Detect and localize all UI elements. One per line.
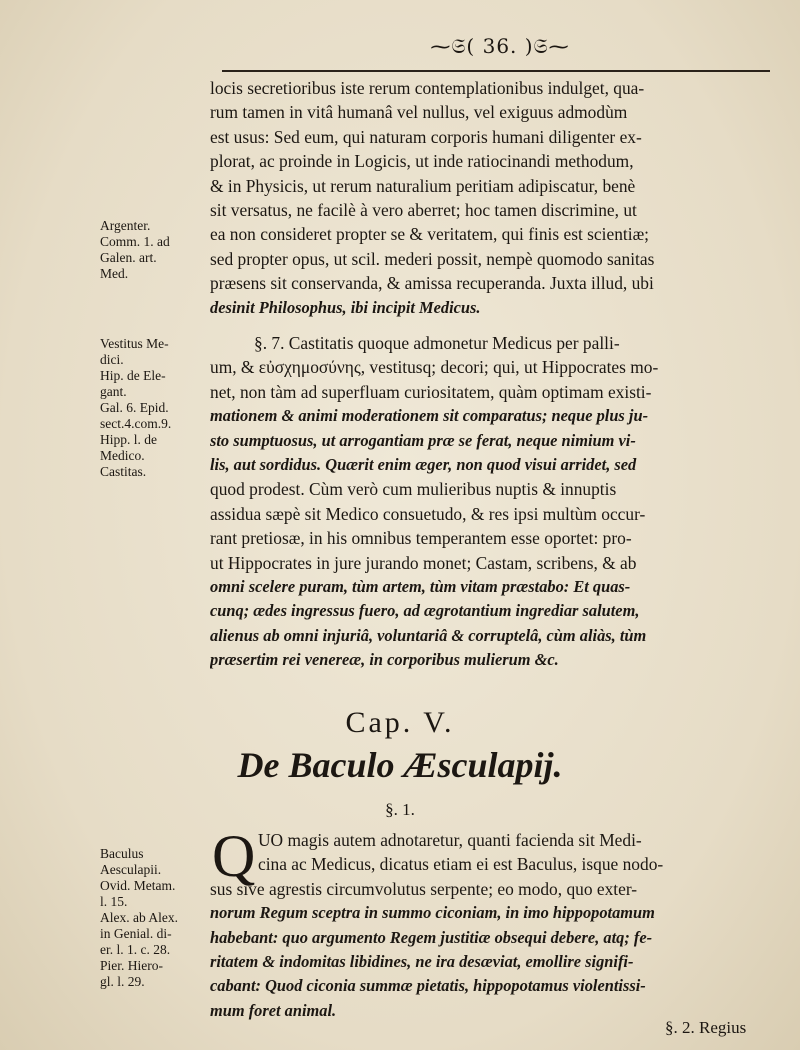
text-line: net, non tàm ad superfluam curiositatem, quàm optimam existi- [210, 381, 652, 402]
text-line: & in Physicis, ut rerum naturalium peritiam adipiscatur, benè [210, 175, 636, 196]
header-rule [222, 70, 770, 72]
text-line: præsertim rei venereæ, in corporibus mulierum &c. [210, 650, 559, 670]
text-block-2 [210, 331, 775, 672]
margin-line: gl. l. 29. [100, 974, 145, 989]
margin-note-3 [100, 846, 208, 990]
margin-note-2 [100, 336, 208, 480]
text-line: alienus ab omni injuriâ, voluntariâ & corruptelâ, cùm aliàs, tùm [210, 625, 647, 645]
text-line: um, & εὐσχημοσύνης, vestitusq; decori; qui, ut Hippocrates mo- [210, 357, 659, 378]
margin-line: Ovid. Metam. [100, 878, 176, 893]
chapter-number: Cap. V. [345, 706, 455, 739]
page-header: ⁓𝔖( 36. )𝔖⁓ [430, 34, 570, 58]
text-line: habebant: quo argumento Regem justitiæ obsequi debere, atq; fe- [210, 927, 653, 947]
text-line: mationem & animi moderationem sit comparatus; neque plus ju- [210, 406, 649, 426]
section-number: §. 1. [385, 800, 415, 819]
catchword: §. 2. Regius [665, 1018, 747, 1037]
margin-line: Pier. Hiero- [100, 958, 163, 973]
text-line: ut Hippocrates in jure jurando monet; Castam, scribens, & ab [210, 552, 637, 573]
margin-line: Hipp. l. de [100, 432, 157, 447]
text-line: ea non consideret propter se & veritatem, qui finis est scientiæ; [210, 224, 649, 245]
text-line: cabant: Quod ciconia summæ pietatis, hippopotamus violentissi- [210, 976, 646, 996]
text-line: cina ac Medicus, dicatus etiam ei est Baculus, isque nodo- [258, 854, 664, 875]
margin-line: Comm. 1. ad [100, 234, 170, 249]
margin-line: Baculus [100, 846, 144, 861]
text-line: sed propter opus, ut scil. mederi possit, nempè quomodo sanitas [210, 248, 655, 269]
text-line: sto sumptuosus, ut arrogantiam præ se ferat, neque nimium vi- [210, 430, 636, 450]
text-line: cunq; ædes ingressus fuero, ad ægrotantium ingrediar salutem, [210, 601, 640, 621]
margin-line: Hip. de Ele- [100, 368, 166, 383]
text-line: mum foret animal. [210, 1000, 337, 1020]
text-line: sus sive agrestis circumvolutus serpente; eo modo, quo exter- [210, 878, 638, 899]
text-line: §. 7. Castitatis quoque admonetur Medicus per palli- [254, 333, 620, 353]
text-line: assidua sæpè sit Medico consuetudo, & res ipsi multùm occur- [210, 503, 646, 524]
text-line: quod prodest. Cùm verò cum mulieribus nuptis & innuptis [210, 479, 617, 500]
text-line: locis secretioribus iste rerum contemplationibus indulget, qua- [210, 78, 645, 98]
margin-line: Argenter. [100, 218, 151, 233]
margin-line: Aesculapii. [100, 862, 162, 877]
text-block-3b [210, 877, 775, 1023]
text-line: omni scelere puram, tùm artem, tùm vitam præstabo: Et quas- [210, 576, 631, 596]
text-line: rum tamen in vitâ humanâ vel nullus, vel exiguus admodùm [210, 102, 628, 123]
drop-capital: Q [212, 823, 256, 889]
text-line: plorat, ac proinde in Logicis, ut inde ratiocinandi methodum, [210, 151, 634, 172]
text-line: ritatem & indomitas libidines, ne ira desæviat, emollire signifi- [210, 951, 634, 971]
margin-line: dici. [100, 352, 124, 367]
text-line: UO magis autem adnotaretur, quanti facienda sit Medi- [258, 830, 642, 850]
text-block-3 [258, 828, 773, 877]
margin-line: in Genial. di- [100, 926, 172, 941]
margin-line: Alex. ab Alex. [100, 910, 178, 925]
chapter-title: De Baculo Æsculapij. [237, 745, 563, 785]
text-line: est usus: Sed eum, qui naturam corporis humani diligenter ex- [210, 126, 642, 147]
margin-line: Galen. art. [100, 250, 157, 265]
text-line: norum Regum sceptra in summo ciconiam, in imo hippopotamum [210, 903, 655, 923]
margin-line: Med. [100, 266, 129, 281]
text-line: desinit Philosophus, ibi incipit Medicus. [210, 297, 481, 317]
text-line: lis, aut sordidus. Quærit enim æger, non quod visui arridet, sed [210, 454, 637, 474]
margin-line: er. l. 1. c. 28. [100, 942, 171, 957]
text-line: rant pretiosæ, in his omnibus temperantem esse oportet: pro- [210, 528, 632, 549]
text-block-1 [210, 76, 775, 320]
margin-line: Gal. 6. Epid. [100, 400, 169, 415]
margin-line: Medico. [100, 448, 145, 463]
margin-line: Vestitus Me- [100, 336, 169, 351]
margin-line: gant. [100, 384, 127, 399]
text-line: præsens sit conservanda, & amissa recuperanda. Juxta illud, ubi [210, 273, 654, 294]
margin-line: Castitas. [100, 464, 147, 479]
margin-line: sect.4.com.9. [100, 416, 172, 431]
text-line: sit versatus, ne facilè à vero aberret; hoc tamen discrimine, ut [210, 199, 637, 220]
margin-note-1 [100, 218, 208, 282]
margin-line: l. 15. [100, 894, 128, 909]
